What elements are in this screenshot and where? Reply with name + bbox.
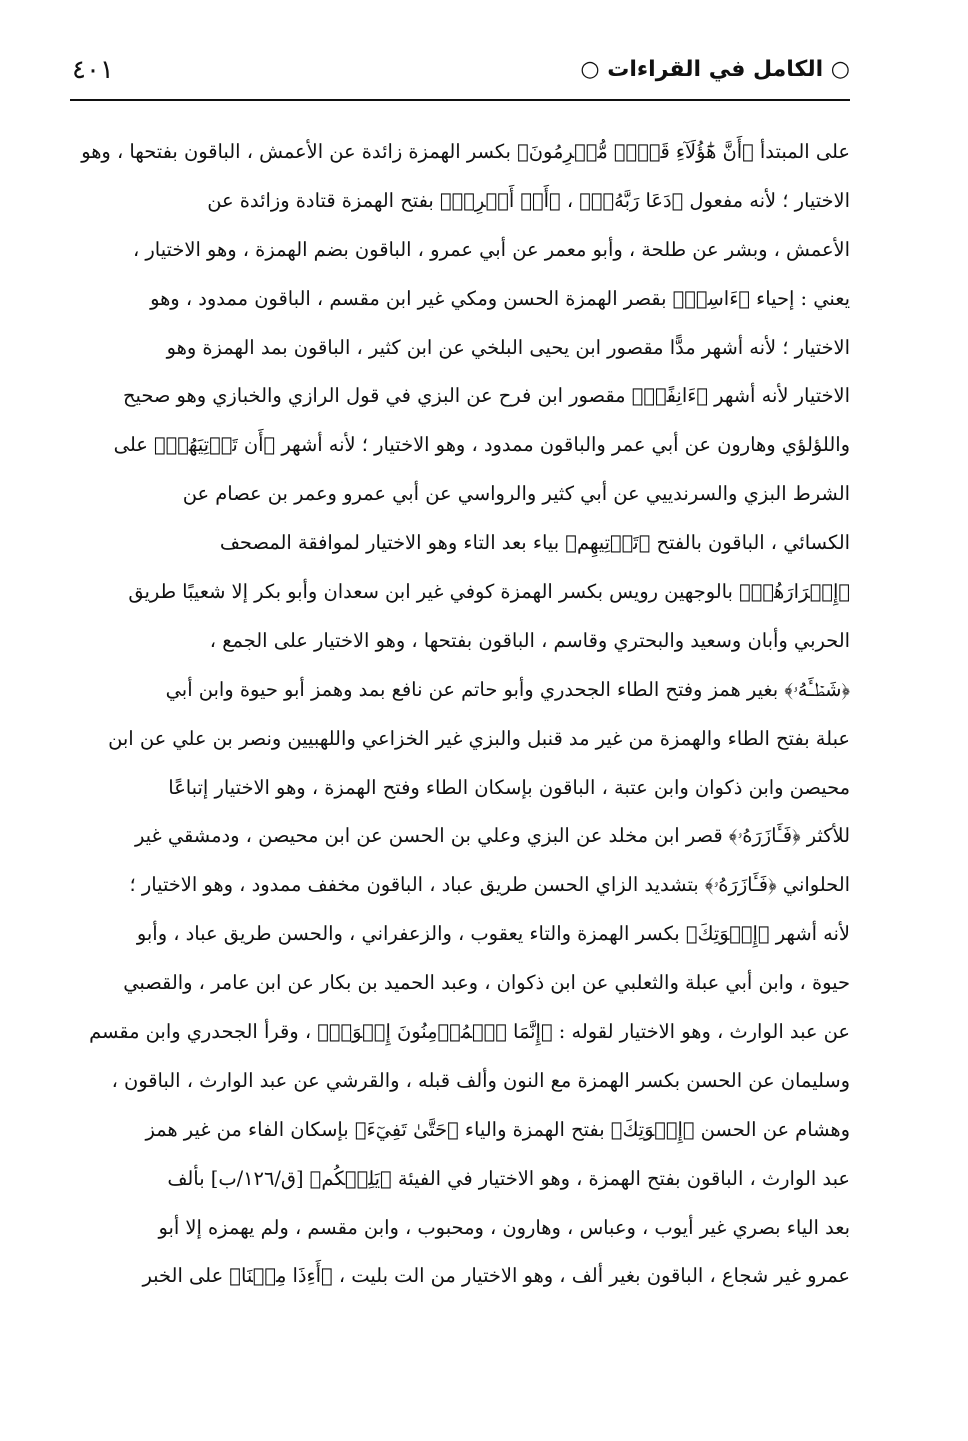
text-line: لأنه أشهر ﴿إِخۡوَتِكَ﴾ بكسر الهمزة والتاء يعقوب ، والزعفراني ، والحسن طريق عباد ، وأبو: [136, 922, 850, 946]
text-line: ﴿إِسۡرَارَهُمۡ﴾ بالوجهين رويس بكسر الهمزة كوفي غير ابن سعدان وأبو بكر إلا شعيبًا طريق: [128, 580, 850, 604]
body-text: [72, 128, 850, 1328]
text-line: عمرو غير شجاع ، الباقون بغير ألف ، وهو الاختيار من الت بليت ، ﴿أَءِذَا مِتۡنَا﴾ على الخبر: [142, 1264, 850, 1288]
text-line: الأعمش ، وبشر عن طلحة ، وأبو معمر عن أبي عمرو ، الباقون بضم الهمزة ، وهو الاختيار ،: [133, 237, 850, 261]
text-line: محيصن وابن ذكوان وابن عتبة ، الباقون بإسكان الطاء وفتح الهمزة ، وهو الاختيار إتباعًا: [168, 775, 850, 799]
text-line: الحلواني ﴿فَـَٔازَرَهُۥ﴾ بتشديد الزاي الحسن طريق عباد ، الباقون مخفف ممدود ، وهو الاختيار ؛: [129, 873, 850, 897]
text-line: عبد الوارث ، الباقون بفتح الهمزة ، وهو الاختيار في الفيئة ﴿يَلِتۡكُم﴾ [ق/١٢٦/ب] بألف: [167, 1166, 850, 1190]
text-line: الاختيار ؛ لأنه أشهر مدًّا مقصور ابن يحيى البلخي عن ابن كثير ، الباقون بمد الهمزة وهو: [166, 335, 850, 359]
text-line: حيوة ، وابن أبي عبلة والثعلبي عن ابن ذكوان ، وعبد الحميد بن بكار عن ابن عامر ، والقصبي: [123, 971, 850, 995]
text-line: واللؤلؤي وهارون عن أبي عمر والباقون ممدود ، وهو الاختيار ؛ لأنه أشهر ﴿أَن تَأۡتِيَهُمۡ﴾ على: [113, 433, 850, 457]
text-line: الكسائي ، الباقون بالفتح ﴿تَأۡتِيهِم﴾ بياء بعد التاء وهو الاختيار لموافقة المصحف: [219, 531, 850, 555]
header-rule: [70, 99, 850, 101]
text-line: على المبتدأ ﴿أَنَّ هَٰٓؤُلَآءِ قَوۡمٞ مُّجۡرِمُونَ﴾ بكسر الهمزة زائدة عن الأعمش ، الباقون بفتحها ، وهو: [81, 140, 850, 163]
text-line: الاختيار لأنه أشهر ﴿ءَانِفًاۚ﴾ مقصور ابن فرح عن البزي في قول الرازي والخبازي وهو صحيح: [122, 384, 850, 408]
text-line: الاختيار ؛ لأنه مفعول ﴿دَعَا رَبَّهُۥٓ﴾ ، ﴿أَنۡ أَخۡرِجۡ﴾ بفتح الهمزة قتادة وزائدة عن: [207, 188, 850, 212]
text-line: عن عبد الوارث ، وهو الاختيار لقوله : ﴿إِنَّمَا ٱلۡمُؤۡمِنُونَ إِخۡوَةٞ﴾ ، وقرأ الجحدري وابن مقسم: [89, 1020, 850, 1044]
page-number: ٤٠١: [72, 55, 114, 85]
text-line: ﴿شَطۡـَٔهُۥ﴾ بغير همز وفتح الطاء الجحدري وأبو حاتم عن نافع بمد وهمز أبو حيوة وابن أبي: [165, 677, 850, 701]
text-line: للأكثر ﴿فَـَٔازَرَهُۥ﴾ قصر ابن مخلد عن البزي وعلي بن الحسن عن ابن محيصن ، ودمشقي غير: [134, 824, 850, 848]
running-title: ○ الكامل في القراءات ○: [580, 57, 850, 82]
text-line: الحربي وأبان وسعيد والبحتري وقاسم ، الباقون بفتحها ، وهو الاختيار على الجمع ،: [209, 628, 850, 652]
text-line: الشرط البزي والسرندييي عن أبي كثير والرواسي عن أبي عمرو وعمر بن عصام عن: [182, 482, 850, 506]
text-line: عبلة بفتح الطاء والهمزة من غير مد قنبل والبزي غير الخزاعي واللهبيين ونصر بن علي عن ابن: [108, 726, 850, 750]
text-line: وهشام عن الحسن ﴿إِخۡوَتِكَ﴾ بفتح الهمزة والياء ﴿حَتَّىٰ تَفِيٓءَ﴾ بإسكان الفاء من غير همز: [145, 1117, 850, 1141]
text-line: وسليمان عن الحسن بكسر الهمزة مع النون وألف قبله ، والقرشي عن عبد الوارث ، الباقون ،: [111, 1068, 850, 1092]
text-line: يعني : إحياء ﴿ءَاسِنٖ﴾ بقصر الهمزة الحسن ومكي غير ابن مقسم ، الباقون ممدود ، وهو: [150, 286, 850, 310]
page-header: [70, 55, 850, 101]
text-line: بعد الياء بصري غير أيوب ، وعباس ، وهارون ، ومحبوب ، وابن مقسم ، ولم يهمزه إلا أبو: [158, 1215, 850, 1239]
